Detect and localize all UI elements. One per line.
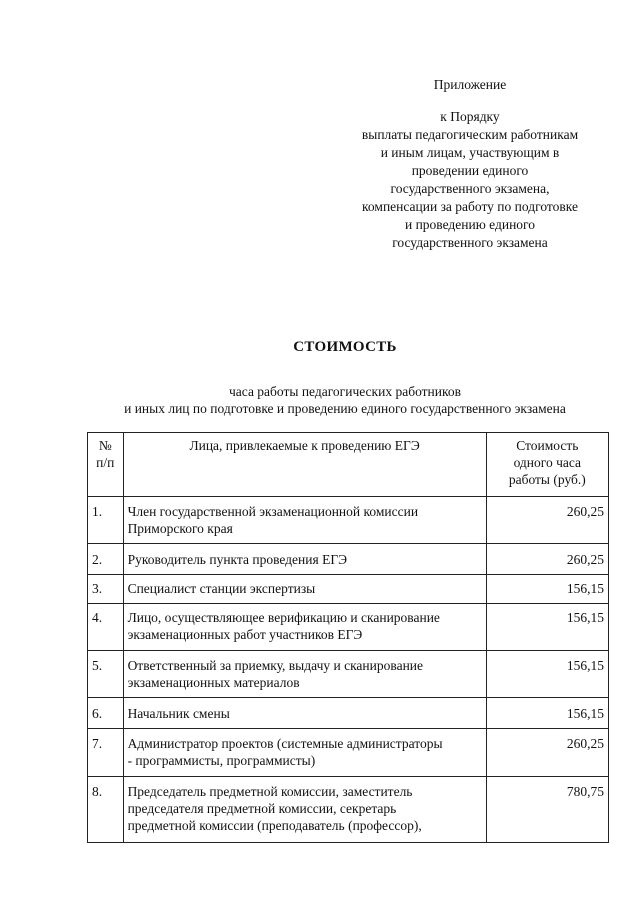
row-person-line: Приморского края <box>127 521 233 536</box>
header-persons <box>123 433 486 497</box>
table-row <box>88 544 609 575</box>
row-person <box>123 497 486 544</box>
header-number-line-1: № <box>98 438 112 453</box>
header-cost-line-1: Стоимость <box>516 438 579 453</box>
row-cost: 156,15 <box>486 604 608 651</box>
appendix-line: и проведению единого <box>404 217 536 232</box>
row-person-line: Член государственной экзаменационной комиссии <box>127 504 419 519</box>
appendix-line: и иным лицам, участвующим в <box>380 145 560 160</box>
header-persons-label: Лица, привлекаемые к проведению ЕГЭ <box>189 438 420 453</box>
row-number: 5. <box>88 651 124 698</box>
document-subtitle <box>80 383 610 417</box>
appendix-header <box>340 76 600 252</box>
table-row <box>88 777 609 843</box>
appendix-line: проведении единого <box>411 163 529 178</box>
row-person <box>123 729 486 777</box>
appendix-line: государственного экзамена, <box>390 181 550 196</box>
table-row <box>88 604 609 651</box>
row-cost: 780,75 <box>486 777 608 843</box>
table-row <box>88 729 609 777</box>
row-person-line: Лицо, осуществляющее верификацию и сканирование <box>127 610 440 625</box>
appendix-line: компенсации за работу по подготовке <box>362 199 578 214</box>
table-row <box>88 575 609 604</box>
row-number: 4. <box>88 604 124 651</box>
table-row <box>88 651 609 698</box>
row-cost: 156,15 <box>486 651 608 698</box>
appendix-line: государственного экзамена <box>392 235 548 250</box>
row-person <box>123 651 486 698</box>
row-person-line: Руководитель пункта проведения ЕГЭ <box>127 552 348 567</box>
header-cost-line-2: одного часа <box>513 455 582 470</box>
subtitle-line-1: часа работы педагогических работников <box>229 384 461 399</box>
row-cost: 260,25 <box>486 497 608 544</box>
row-number: 7. <box>88 729 124 777</box>
row-person-line: Администратор проектов (системные администраторы <box>127 736 443 751</box>
header-number-line-2: п/п <box>96 455 115 470</box>
row-number: 1. <box>88 497 124 544</box>
row-person-line: предметной комиссии (преподаватель (профессор), <box>127 818 422 833</box>
row-person-line: Начальник смены <box>127 706 230 721</box>
row-person-line: Председатель предметной комиссии, заместитель <box>127 784 413 799</box>
cost-table <box>87 432 609 843</box>
row-number: 8. <box>88 777 124 843</box>
row-person-line: - программисты, программисты) <box>127 753 316 768</box>
subtitle-line-2: и иных лиц по подготовке и проведению единого государственного экзамена <box>124 401 566 416</box>
row-person <box>123 604 486 651</box>
header-cost <box>486 433 608 497</box>
table-row <box>88 698 609 729</box>
row-person <box>123 575 486 604</box>
row-person-line: Ответственный за приемку, выдачу и сканирование <box>127 658 424 673</box>
row-person <box>123 544 486 575</box>
row-person <box>123 698 486 729</box>
row-person <box>123 777 486 843</box>
header-cost-line-3: работы (руб.) <box>508 472 586 487</box>
row-person-line: экзаменационных материалов <box>127 675 300 690</box>
header-number <box>88 433 124 497</box>
document-title: СТОИМОСТЬ <box>293 339 397 355</box>
row-number: 3. <box>88 575 124 604</box>
row-cost: 156,15 <box>486 575 608 604</box>
row-number: 6. <box>88 698 124 729</box>
table-row <box>88 497 609 544</box>
row-cost: 156,15 <box>486 698 608 729</box>
table-header-row <box>88 433 609 497</box>
row-cost: 260,25 <box>486 544 608 575</box>
row-person-line: Специалист станции экспертизы <box>127 581 316 596</box>
row-number: 2. <box>88 544 124 575</box>
appendix-title: Приложение <box>433 77 507 92</box>
appendix-line: к Порядку <box>440 109 500 124</box>
row-person-line: экзаменационных работ участников ЕГЭ <box>127 627 363 642</box>
row-person-line: председателя предметной комиссии, секретарь <box>127 801 397 816</box>
row-cost: 260,25 <box>486 729 608 777</box>
appendix-line: выплаты педагогическим работникам <box>361 127 579 142</box>
